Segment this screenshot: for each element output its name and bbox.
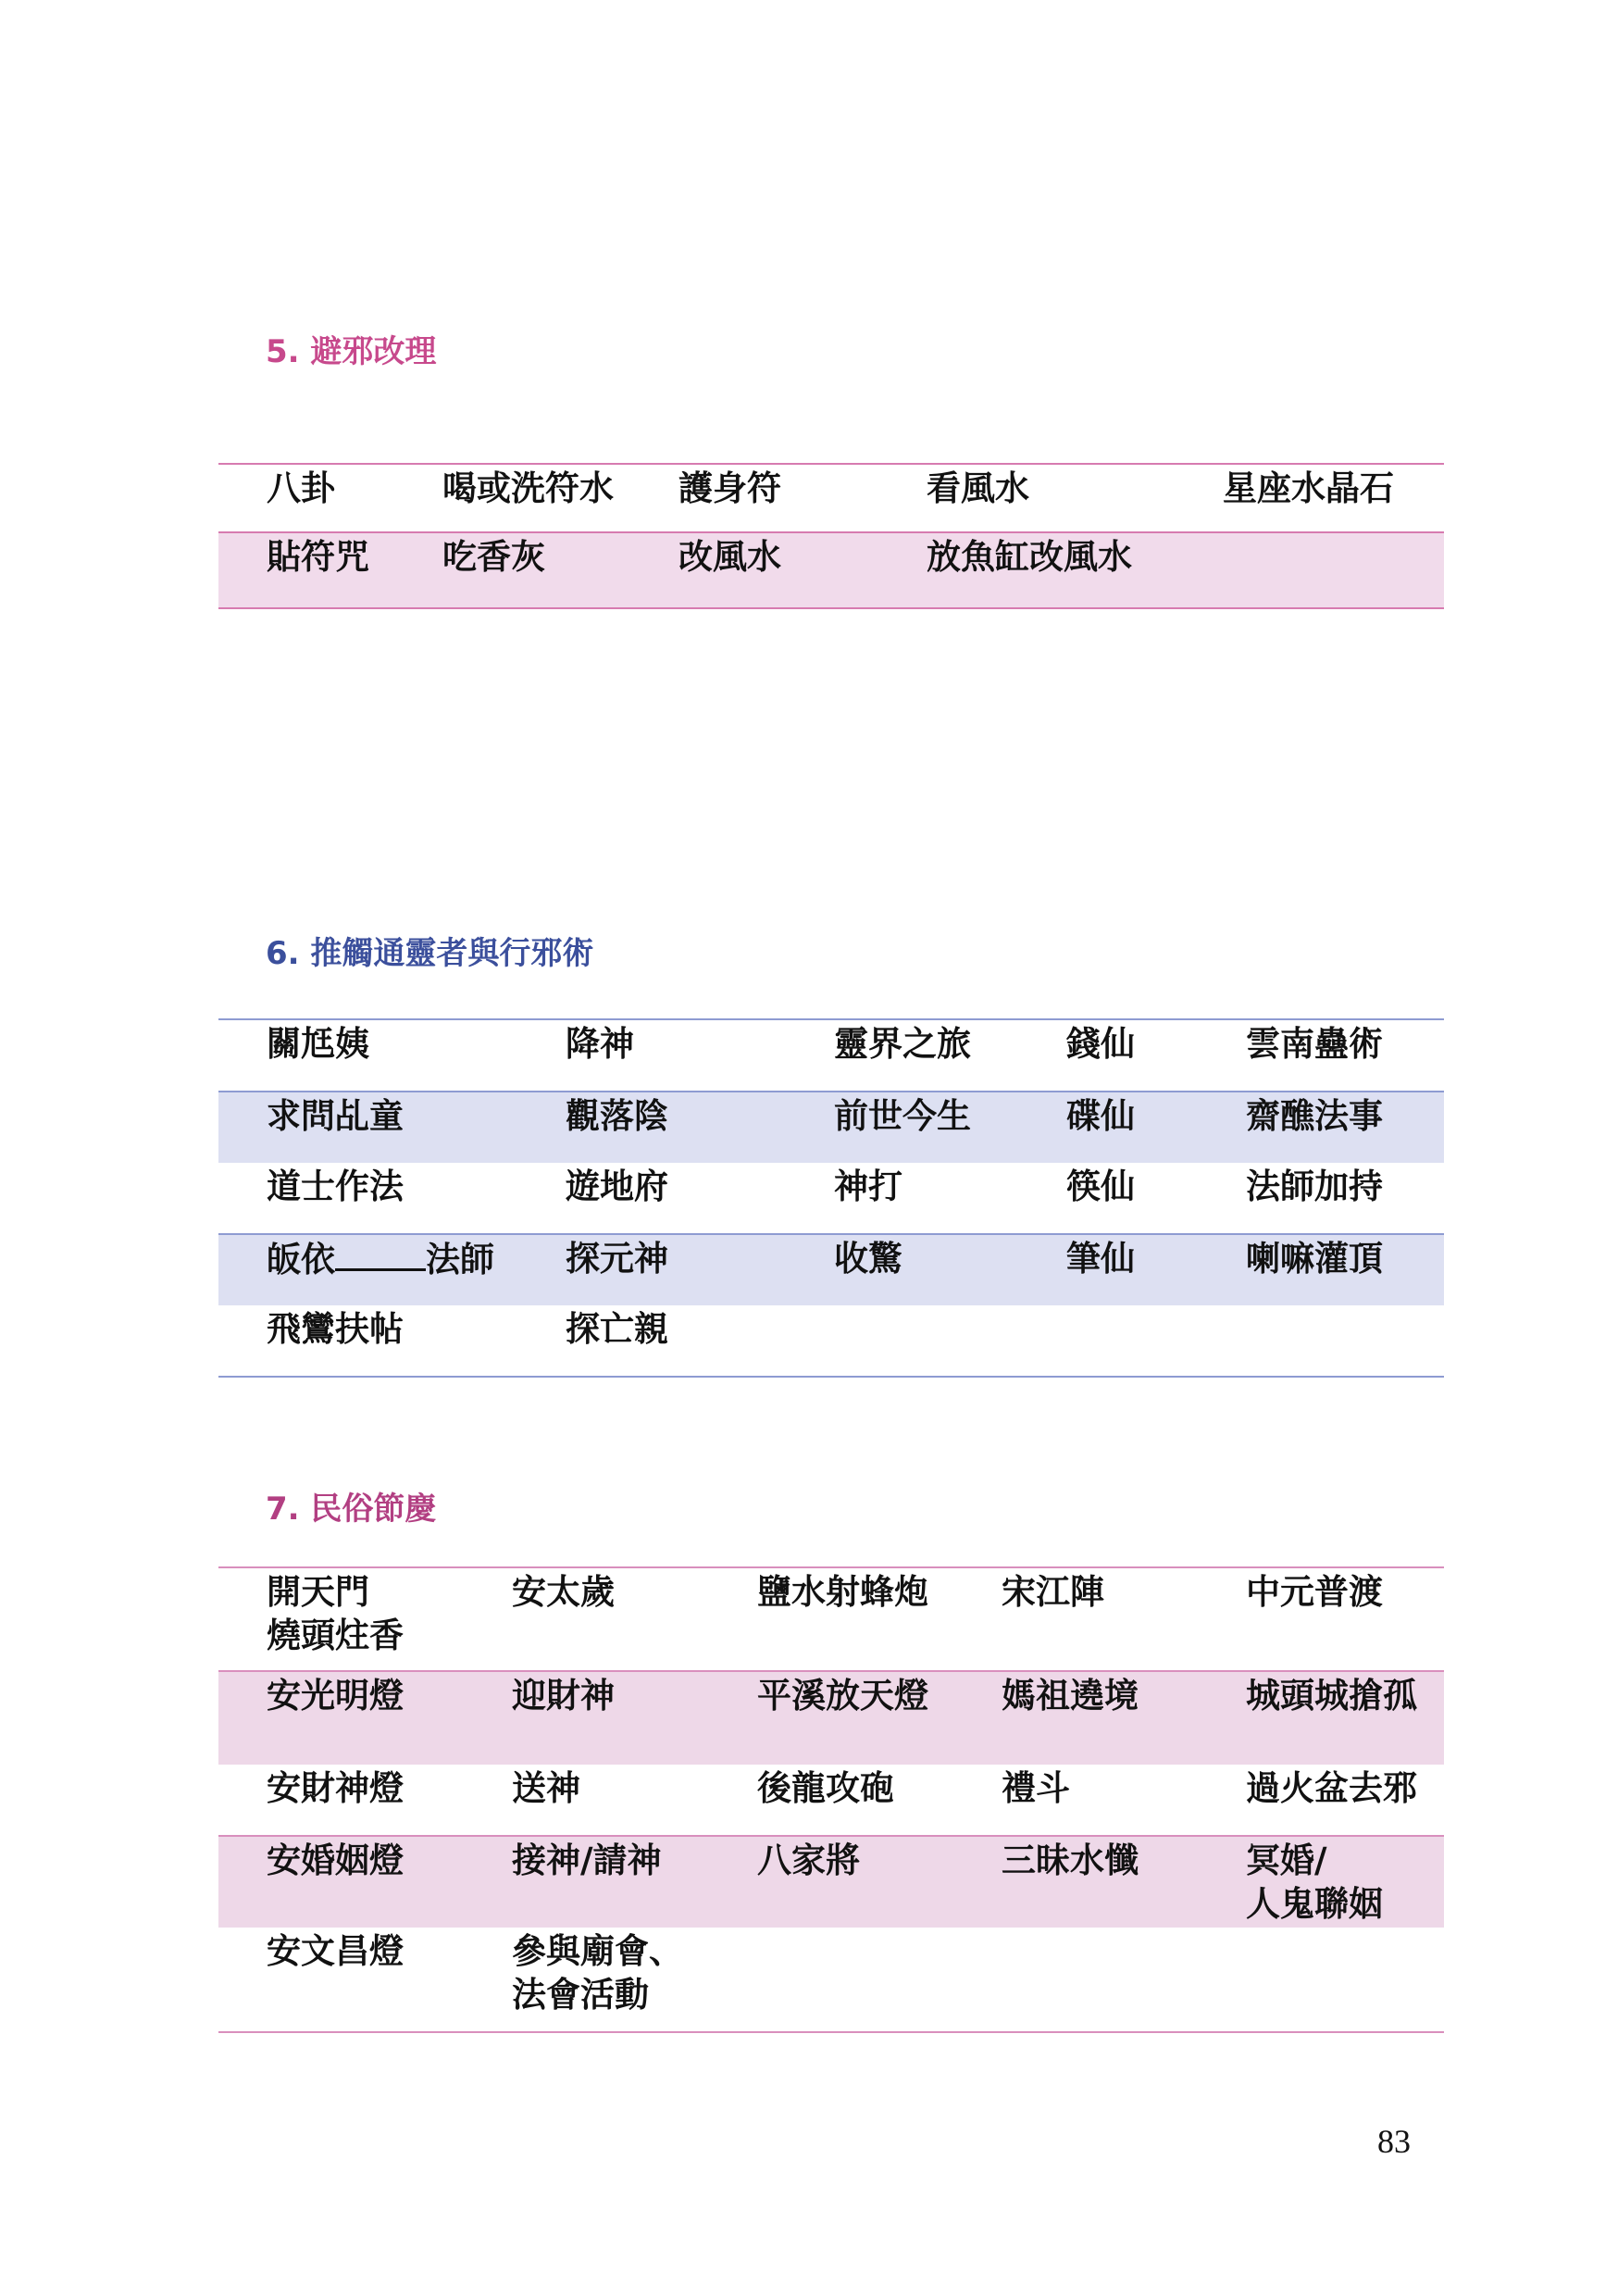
table-cell: 八卦: [267, 468, 335, 508]
table-row: [218, 1233, 1444, 1305]
table-row: [218, 1765, 1444, 1835]
table-cell: 鹽水射蜂炮: [757, 1572, 928, 1612]
table-cell: 貼符咒: [267, 537, 369, 577]
table-cell: 媽祖遶境: [1002, 1676, 1139, 1716]
table-cell: 遊地府: [566, 1167, 668, 1206]
table-row: [218, 1568, 1444, 1670]
table-row: [218, 465, 1444, 531]
table-cell: 後龍攻砲: [757, 1768, 894, 1808]
table-cell: 冥婚/ 人鬼聯姻: [1246, 1841, 1383, 1924]
table-cell: 探元神: [566, 1239, 668, 1279]
table-cell: 飛鸞扶帖: [267, 1309, 404, 1349]
table-row: [218, 1163, 1444, 1233]
section-7-table: [218, 1566, 1444, 2033]
table-cell: 放魚缸改風水: [927, 537, 1132, 577]
table-cell: 靈界之旅: [834, 1024, 971, 1064]
table-cell: 護身符: [678, 468, 781, 508]
table-cell: 安財神燈: [267, 1768, 404, 1808]
table-cell: 參與廟會、 法會活動: [512, 1931, 683, 2015]
page-number: 83: [1377, 2123, 1411, 2160]
table-cell: 安光明燈: [267, 1676, 404, 1716]
section-5-table: [218, 463, 1444, 609]
table-cell: 安婚姻燈: [267, 1841, 404, 1880]
table-cell: 喝或洗符水: [442, 468, 614, 508]
table-row: [218, 1091, 1444, 1163]
table-cell: 求問乩童: [267, 1096, 404, 1136]
table-cell: 錢仙: [1066, 1024, 1135, 1064]
section-5-title: 5. 避邪改理: [266, 333, 437, 370]
table-cell: 降神: [566, 1024, 634, 1064]
table-cell: 雲南蠱術: [1246, 1024, 1383, 1064]
table-row: [218, 1928, 1444, 2031]
table-row: [218, 1835, 1444, 1928]
table-cell: 平溪放天燈: [757, 1676, 928, 1716]
table-cell: 接神/請神: [512, 1841, 662, 1880]
table-cell: 三昧水懺: [1002, 1841, 1139, 1880]
section-6-title: 6. 推觸通靈者與行邪術: [266, 935, 594, 972]
table-cell: 碟仙: [1066, 1096, 1135, 1136]
section-7-title: 7. 民俗節慶: [266, 1491, 437, 1528]
table-cell: 八家將: [757, 1841, 860, 1880]
table-row: [218, 1670, 1444, 1765]
table-cell: 送神: [512, 1768, 580, 1808]
fill-in-blank: [335, 1237, 426, 1271]
section-6-table: [218, 1018, 1444, 1378]
table-cell: 前世今生: [834, 1096, 971, 1136]
table-cell: 關尪姨: [267, 1024, 369, 1064]
table-row: [218, 1020, 1444, 1091]
table-cell: 筷仙: [1066, 1167, 1135, 1206]
table-cell: 過火盆去邪: [1246, 1768, 1417, 1808]
table-cell: 觀落陰: [566, 1096, 668, 1136]
table-row: [218, 531, 1444, 607]
table-cell: 中元普渡: [1246, 1572, 1383, 1612]
table-cell: 安文昌燈: [267, 1931, 404, 1971]
table-row: [218, 1305, 1444, 1376]
table-cell: 筆仙: [1066, 1239, 1135, 1279]
table-cell: 開天門 燒頭炷香: [267, 1572, 404, 1655]
table-cell: 道士作法: [267, 1167, 404, 1206]
table-cell: 看風水: [927, 468, 1029, 508]
table-cell: 星座水晶石: [1223, 468, 1394, 508]
table-cell: 吃香灰: [442, 537, 545, 577]
table-cell: 探亡親: [566, 1309, 668, 1349]
table-cell: 迎財神: [512, 1676, 615, 1716]
table-cell: 宋江陣: [1002, 1572, 1104, 1612]
table-cell: 齋醮法事: [1246, 1096, 1383, 1136]
table-cell: 安太歲: [512, 1572, 615, 1612]
table-cell: 城頭城搶孤: [1246, 1676, 1417, 1716]
table-cell: 神打: [834, 1167, 902, 1206]
table-cell: 喇嘛灌頂: [1246, 1239, 1383, 1279]
table-cell: 收驚: [834, 1239, 902, 1279]
table-cell: 皈依 法師: [267, 1237, 494, 1281]
table-cell: 改風水: [678, 537, 781, 577]
table-cell: 禮斗: [1002, 1768, 1070, 1808]
table-cell: 法師加持: [1246, 1167, 1383, 1206]
